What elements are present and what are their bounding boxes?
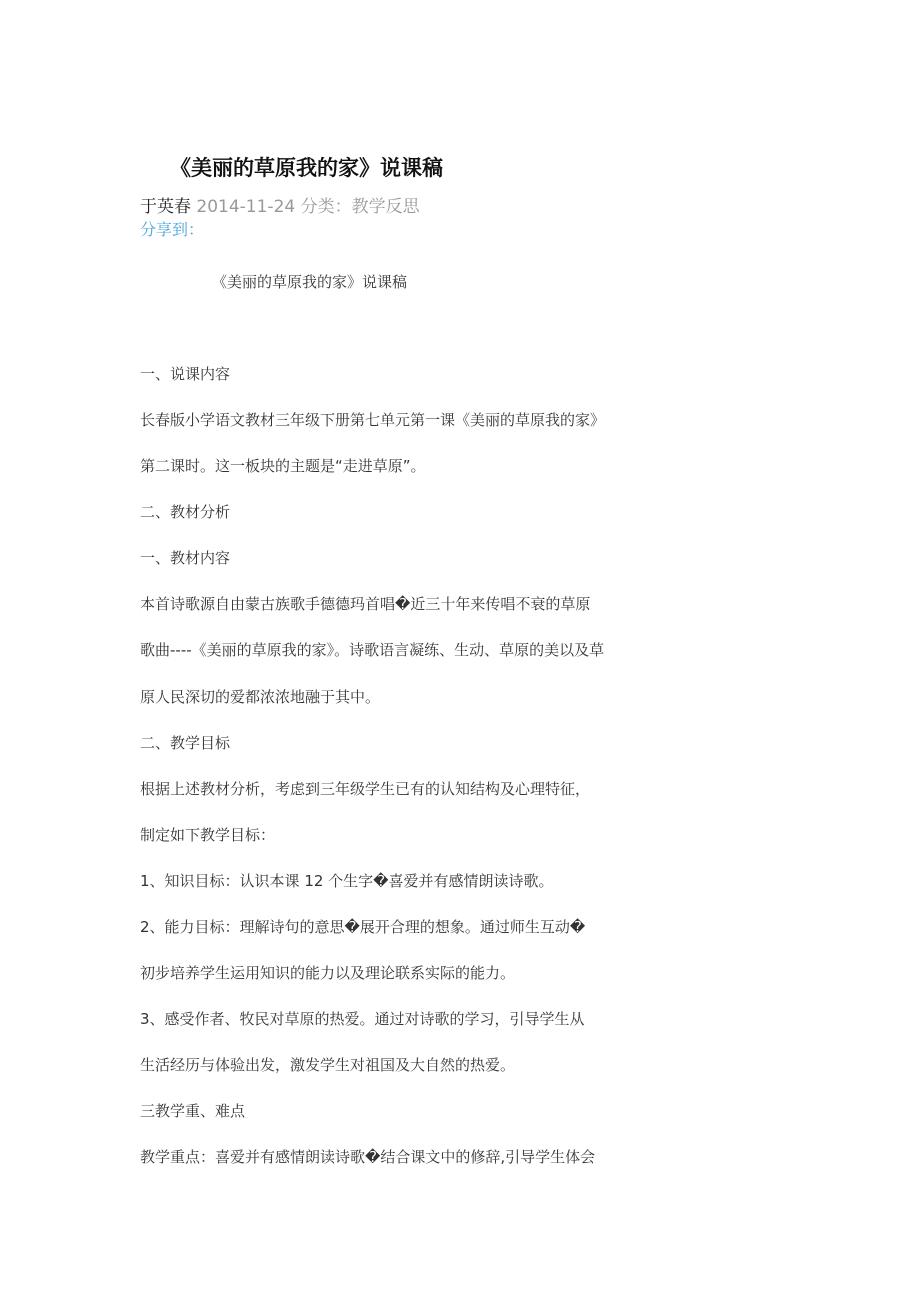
category-link[interactable]: 分类：教学反思 — [300, 197, 420, 217]
paragraph-line: 本首诗歌源自由蒙古族歌手德德玛首唱�近三十年来传唱不衰的草原 — [140, 595, 591, 613]
paragraph-line: 2、能力目标：理解诗句的意思�展开合理的想象。通过师生互动� — [140, 918, 586, 936]
article-meta — [140, 192, 420, 217]
paragraph-line: 三教学重、难点 — [140, 1102, 246, 1120]
share-label[interactable]: 分享到： — [140, 220, 205, 239]
paragraph-line: 第二课时。这一板块的主题是“走进草原”。 — [140, 457, 426, 475]
paragraph-line: 3、感受作者、牧民对草原的热爱。通过对诗歌的学习，引导学生从 — [140, 1010, 585, 1028]
article-title: 《美丽的草原我的家》说课稿 — [170, 156, 443, 180]
paragraph-line: 长春版小学语文教材三年级下册第七单元第一课《美丽的草原我的家》 — [140, 411, 606, 429]
paragraph-line: 二、教学目标 — [140, 734, 231, 752]
paragraph-line: 初步培养学生运用知识的能力以及理论联系实际的能力。 — [140, 964, 516, 982]
paragraph-line: 二、教材分析 — [140, 503, 231, 521]
paragraph-line: 歌曲----《美丽的草原我的家》。诗歌语言凝练、生动、草原的美以及草 — [140, 641, 605, 659]
paragraph-line: 1、知识目标：认识本课 12 个生字�喜爱并有感情朗读诗歌。 — [140, 872, 554, 890]
paragraph-line: 生活经历与体验出发，激发学生对祖国及大自然的热爱。 — [140, 1056, 516, 1074]
author-link[interactable]: 于英春 — [140, 197, 191, 217]
paragraph-line: 根据上述教材分析，考虑到三年级学生已有的认知结构及心理特征， — [140, 780, 591, 798]
paragraph-line: 一、说课内容 — [140, 365, 231, 383]
paragraph-line: 教学重点：喜爱并有感情朗读诗歌�结合课文中的修辞,引导学生体会 — [140, 1148, 596, 1166]
paragraph-line: 原人民深切的爱都浓浓地融于其中。 — [140, 688, 381, 706]
paragraph-line: 一、教材内容 — [140, 549, 231, 567]
publish-date: 2014-11-24 — [196, 197, 296, 217]
body-title: 《美丽的草原我的家》说课稿 — [212, 273, 408, 291]
paragraph-line: 制定如下教学目标： — [140, 826, 276, 844]
